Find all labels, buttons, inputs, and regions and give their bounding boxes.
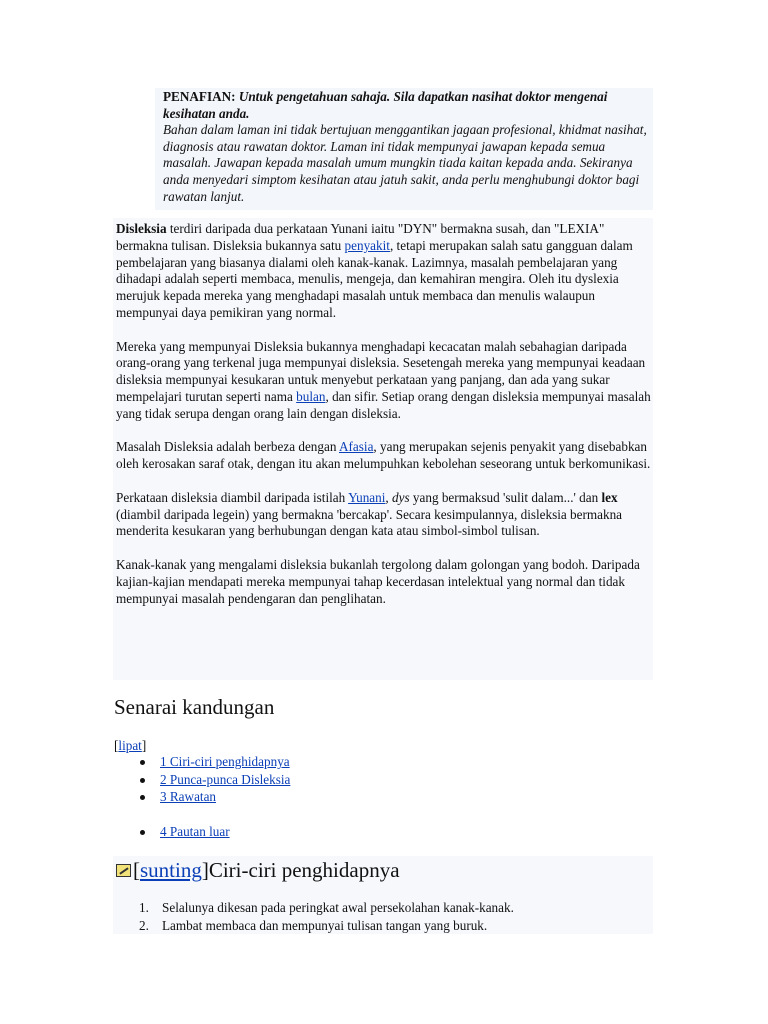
section-heading	[116, 856, 400, 884]
paragraph-1-text-a: terdiri daripada dua perkataan Yunani iaitu "DYN" bermakna susah, dan "LEXIA" bermakna tulisan. Disleksia bukannya satu	[116, 221, 605, 253]
paragraph-3	[116, 439, 654, 473]
list-item	[114, 899, 654, 917]
toc-list	[114, 753, 514, 840]
paragraph-2-text-a: Mereka yang mempunyai Disleksia bukannya menghadapi kecacatan malah sebahagian daripada orang-orang yang terkenal juga mempunyai disleksia. Sesetengah mereka yang mempunyai keadaan disleksia mempunyai kesukaran untuk menyebut perkataan yang panjang, dan ada yang sukar mempelajari turutan seperti nama	[116, 338, 646, 404]
term-disleksia: Disleksia	[116, 221, 167, 236]
toc-link-pautan-luar[interactable]: 4 Pautan luar	[160, 823, 230, 839]
list-item	[114, 917, 654, 935]
section-title: Ciri-ciri penghidapnya	[208, 858, 400, 882]
list-item-number: 1.	[139, 900, 149, 915]
toc-item	[114, 823, 514, 841]
paragraph-4-text-a: Perkataan disleksia diambil daripada istilah	[116, 489, 349, 505]
section-bracket-close: ]	[201, 858, 209, 882]
disclaimer-label: PENAFIAN:	[163, 89, 236, 104]
toc-item	[114, 753, 514, 771]
disclaimer-body: Bahan dalam laman ini tidak bertujuan menggantikan jagaan profesional, khidmat nasihat, diagnosis atau rawatan doktor. Laman ini tidak mempunyai jawapan kepada semua masalah. Jawapan kepada masalah umum mungkin tiada kaitan kepada anda. Sekiranya anda menyedari simptom kesihatan atau jatuh sakit, anda perlu menghubungi doktor bagi rawatan lanjut.	[163, 122, 647, 204]
toc-title: Senarai kandungan	[114, 695, 275, 719]
paragraph-2	[116, 339, 654, 423]
list-item-text: Selalunya dikesan pada peringkat awal persekolahan kanak-kanak.	[162, 900, 514, 915]
paragraph-4-text-b: ,	[385, 489, 393, 505]
section-bracket-open: [	[133, 858, 140, 882]
paragraph-2-text-b: , dan sifir. Setiap orang dengan disleksia mempunyai masalah yang tidak serupa dengan orang lain dengan disleksia.	[116, 388, 651, 421]
disclaimer-box	[155, 88, 653, 210]
link-penyakit[interactable]: penyakit	[344, 237, 390, 253]
paragraph-4-text-c: yang bermaksud 'sulit dalam...' dan	[409, 489, 602, 505]
toc-link-rawatan[interactable]: 3 Rawatan	[160, 789, 217, 805]
paragraph-3-text-b: , yang merupakan sejenis penyakit yang disebabkan oleh kerosakan saraf otak, dengan itu akan melumpuhkan kebolehan seseorang untuk berkomunikasi.	[116, 439, 651, 472]
toc-link-punca[interactable]: 2 Punca-punca Disleksia	[160, 771, 291, 787]
link-afasia[interactable]: Afasia	[339, 439, 374, 455]
disclaimer-heading	[163, 89, 653, 122]
term-lex: lex	[601, 489, 618, 505]
toc-toggle	[114, 737, 146, 754]
pencil-icon	[116, 864, 131, 877]
list-item-text: Lambat membaca dan mempunyai tulisan tangan yang buruk.	[162, 917, 488, 933]
toc-toggle-open: [	[114, 738, 119, 753]
edit-section-link[interactable]: sunting	[140, 858, 202, 882]
toc-item	[114, 771, 514, 789]
paragraph-3-text-a: Masalah Disleksia adalah berbeza dengan	[116, 439, 339, 455]
disclaimer-heading-text: Untuk pengetahuan sahaja. Sila dapatkan nasihat doktor mengenai kesihatan anda.	[163, 89, 608, 121]
section-list	[114, 899, 654, 934]
toc-link-ciri-ciri[interactable]: 1 Ciri-ciri penghidapnya	[160, 754, 290, 769]
link-yunani[interactable]: Yunani	[348, 489, 386, 505]
article-body	[116, 221, 654, 624]
toc-item	[114, 788, 514, 806]
toc-toggle-close: ]	[141, 738, 147, 753]
link-bulan[interactable]: bulan	[296, 388, 326, 404]
paragraph-4-text-d: (diambil daripada legein) yang bermakna 'bercakap'. Secara kesimpulannya, disleksia bermakna menderita kesukaran yang berhubungan dengan kata atau simbol-simbol tulisan.	[116, 506, 623, 539]
paragraph-1-text-b: , tetapi merupakan salah satu gangguan dalam pembelajaran yang biasanya dialami oleh kanak-kanak. Lazimnya, masalah pembelajaran yang dihadapi adalah seperti membaca, menulis, mengeja, dan kemahiran mengira. Oleh itu dyslexia merujuk kepada mereka yang menghadapi masalah untuk membaca dan menulis walaupun mempunyai daya pemikiran yang normal.	[116, 237, 633, 320]
paragraph-5: Kanak-kanak yang mengalami disleksia bukanlah tergolong dalam golongan yang bodoh. Daripada kajian-kajian mendapati mereka mempunyai tahap kecerdasan intelektual yang normal dan tidak mempunyai masalah pendengaran dan penglihatan.	[116, 556, 640, 606]
paragraph-1	[116, 221, 654, 322]
term-dys: dys	[392, 489, 410, 505]
toc-collapse-link[interactable]: lipat	[118, 738, 142, 753]
list-item-number: 2.	[139, 917, 149, 933]
paragraph-4	[116, 490, 654, 540]
